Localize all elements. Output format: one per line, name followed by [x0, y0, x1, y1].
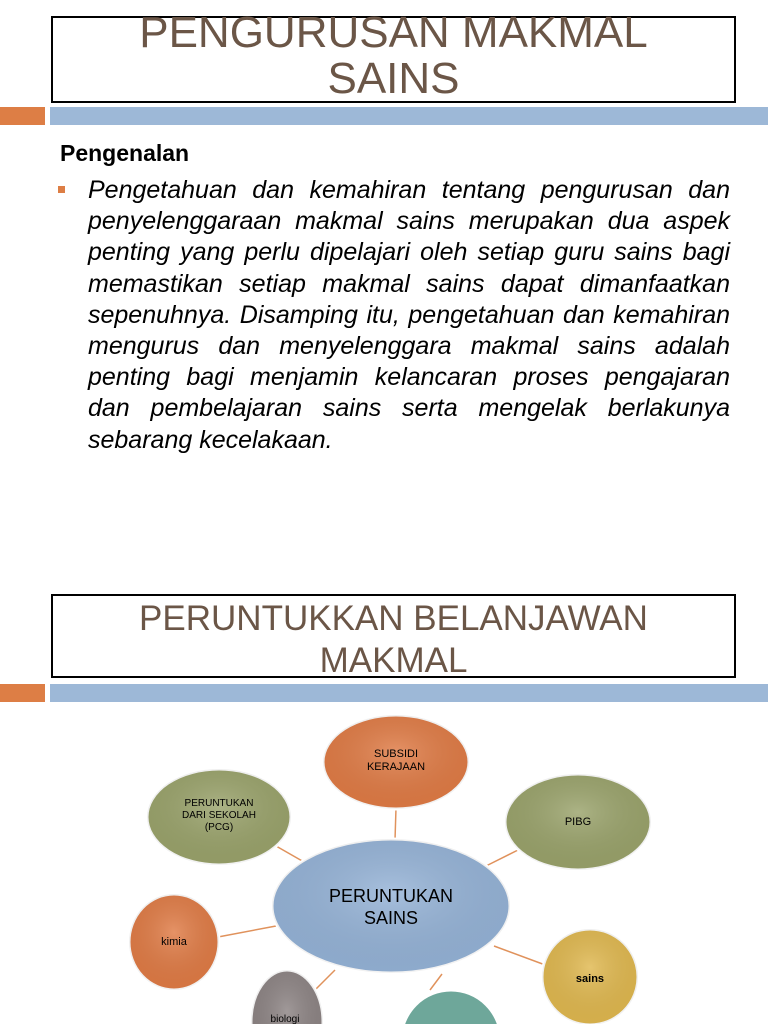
node-subsidi-line1: SUBSIDI [373, 748, 419, 760]
node-sains [542, 929, 638, 1024]
node-subsidi-line2: KERAJAAN [366, 761, 426, 773]
node-subsidi [323, 715, 469, 809]
node-kimia [129, 894, 219, 990]
node-center-line2: SAINS [363, 908, 419, 928]
connector-bottom [430, 974, 442, 990]
slide-title-2-line1: PERUNTUKKAN BELANJAWAN [139, 599, 648, 638]
section-heading: Pengenalan [60, 140, 190, 166]
slide-title-2-line2: MAKMAL [319, 641, 468, 680]
node-biologi [251, 970, 323, 1024]
node-pcg [147, 769, 291, 865]
node-center-line1: PERUNTUKAN [328, 886, 454, 906]
node-biologi-label: biologi [270, 1014, 300, 1024]
node-pcg-line1: PERUNTUKAN [184, 798, 254, 809]
node-pibg [505, 774, 651, 870]
node-bottom [401, 990, 501, 1024]
node-center [272, 839, 510, 973]
node-pcg-line3: (PCG) [204, 822, 234, 833]
slide-title-line1: PENGURUSAN MAKMAL [139, 8, 648, 57]
node-sains-label: sains [575, 973, 605, 985]
connector-biologi [315, 970, 335, 990]
connector-pibg [486, 850, 518, 866]
connector-subsidi [395, 808, 396, 840]
connector-sains [494, 946, 548, 966]
node-pibg-label: PIBG [564, 816, 592, 828]
node-kimia-label: kimia [161, 936, 187, 948]
intro-paragraph: Pengetahuan dan kemahiran tentang pengurusan dan penyelenggaraan makmal sains merupakan dua aspek penting yang perlu dipelajari oleh setiap guru sains bagi memastikan setiap makmal sains dapat dimanfaatkan sepenuhnya. Disamping itu, pengetahuan dan kemahiran mengurus dan menyelenggara makmal sains adalah penting bagi menjamin kelancaran proses pengajaran dan pembelajaran sains serta mengelak berlakunya sebarang kecelakaan. [88, 176, 730, 454]
node-pcg-line2: DARI SEKOLAH [182, 810, 256, 821]
slide-title-line2: SAINS [327, 54, 460, 103]
connector-pcg [276, 846, 304, 862]
connector-kimia [218, 926, 276, 937]
